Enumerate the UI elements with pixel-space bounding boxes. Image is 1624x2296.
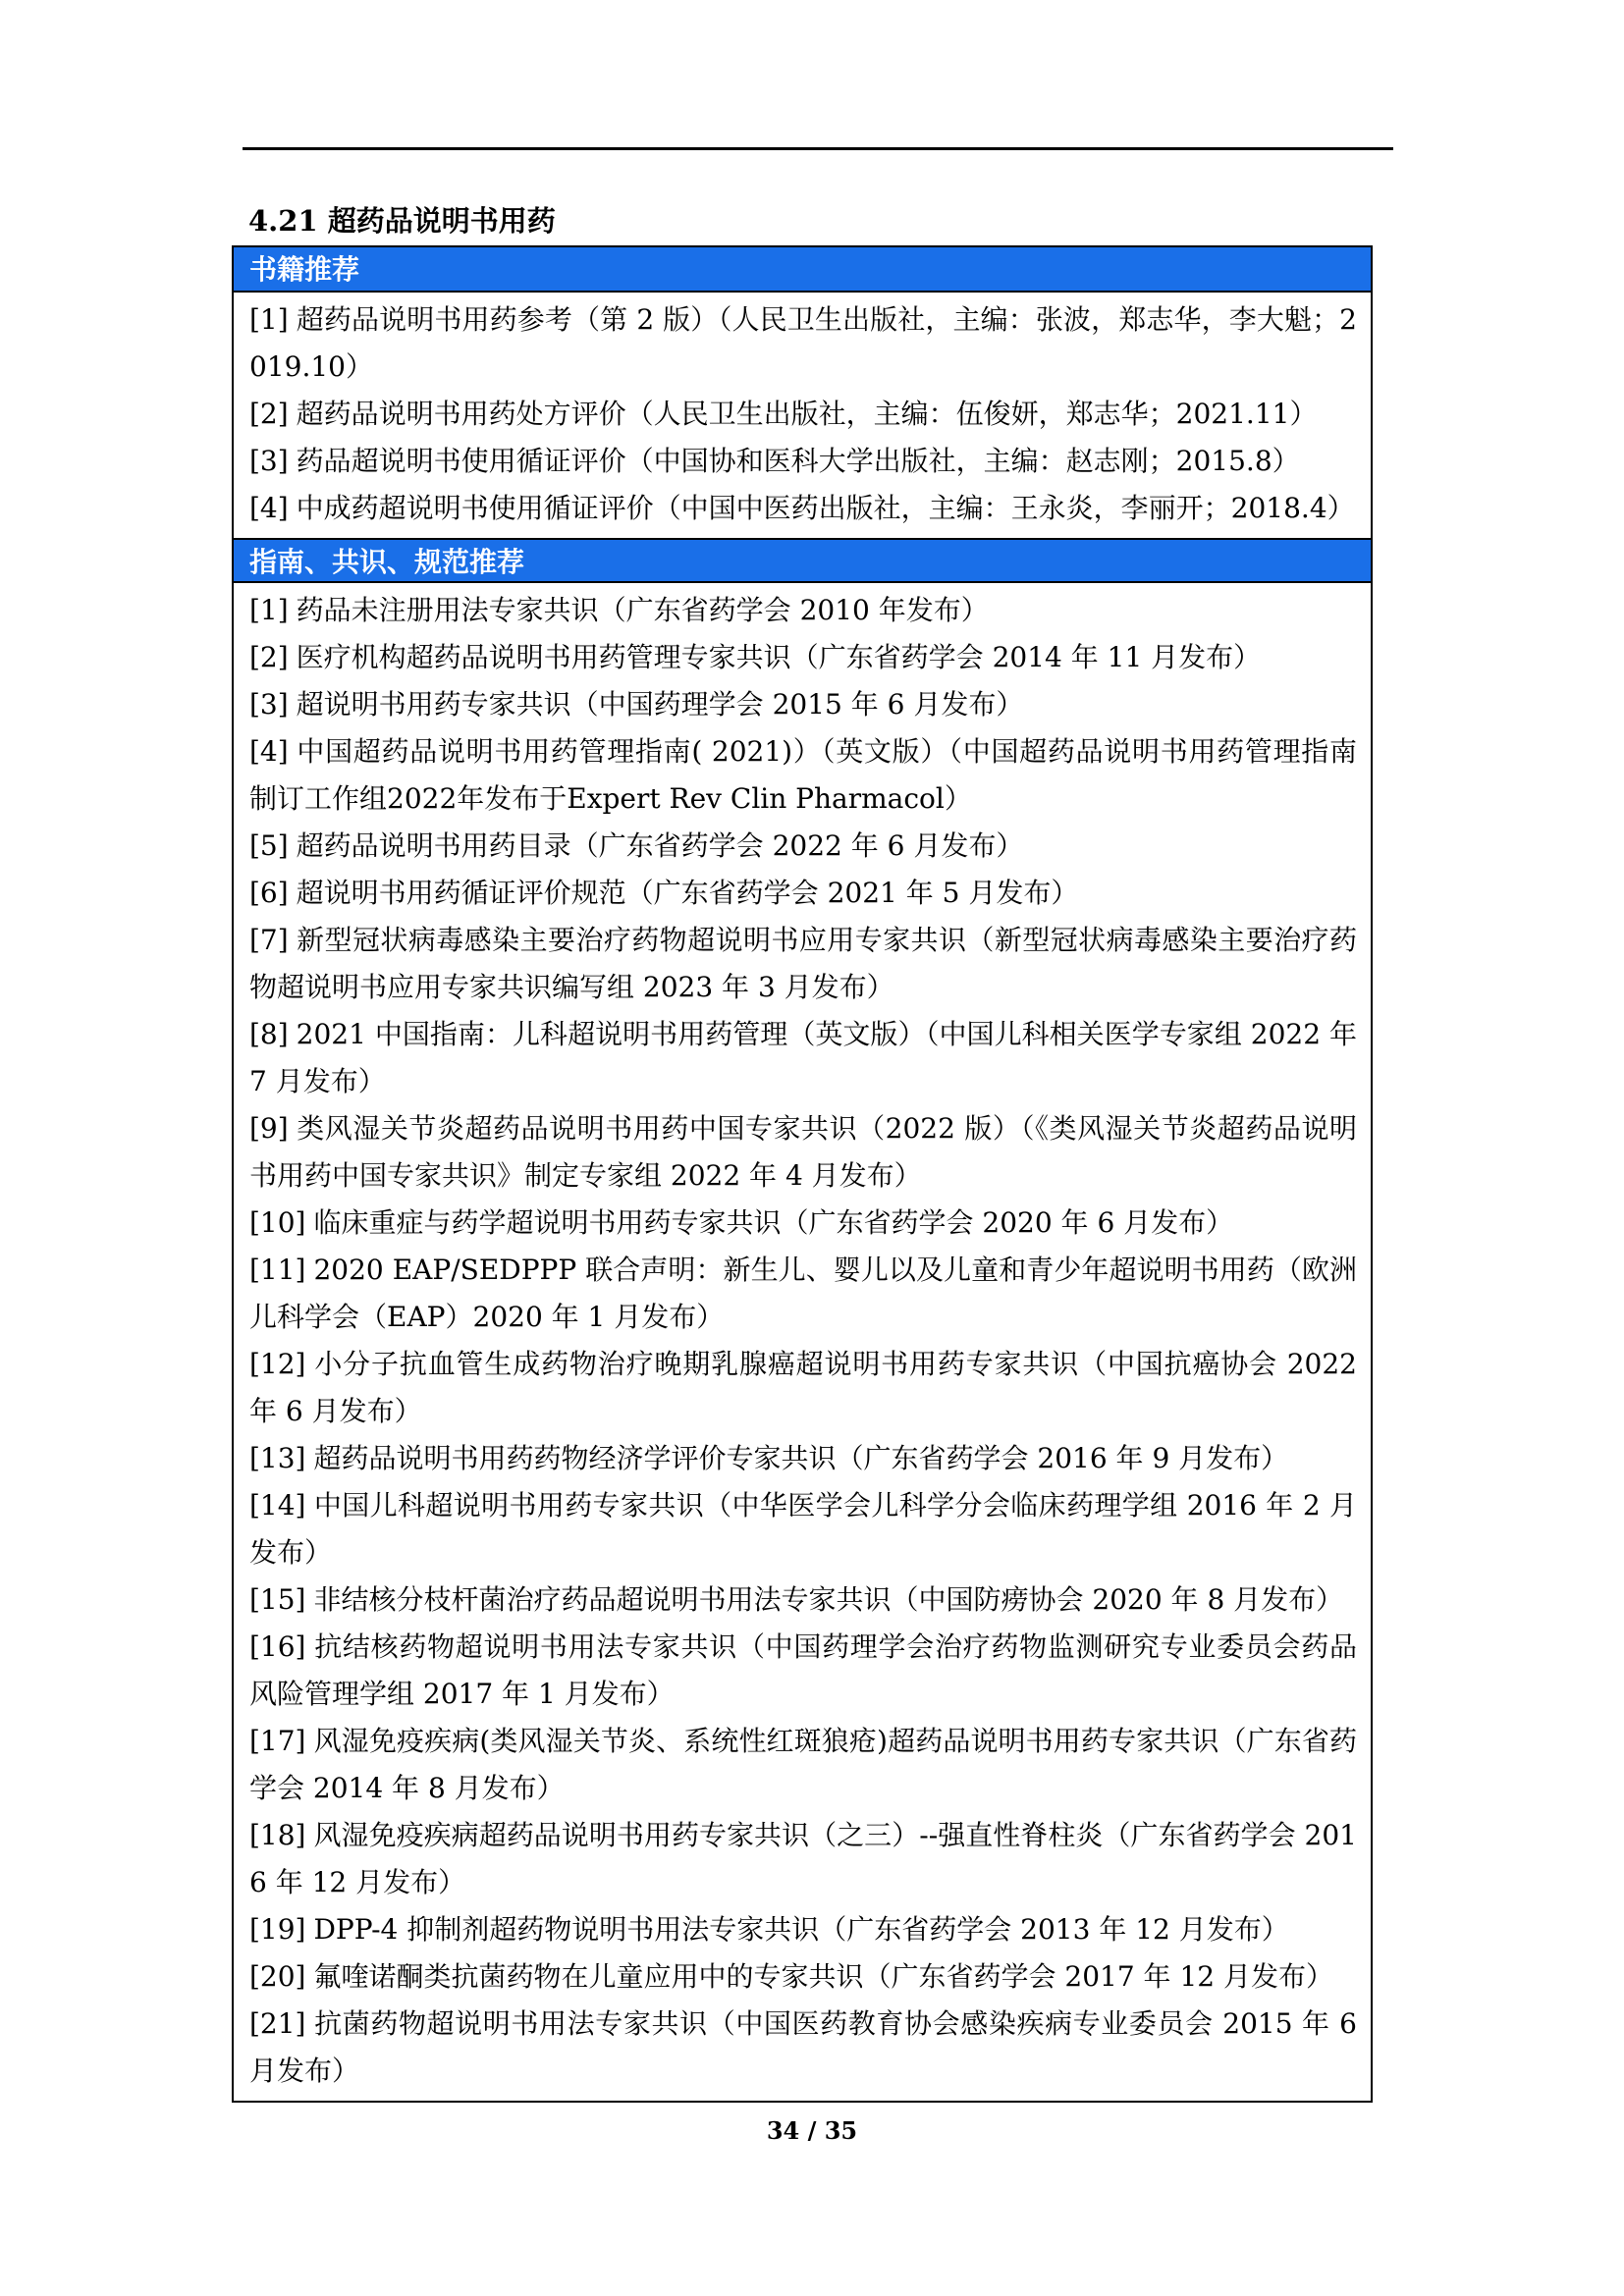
- books-header: 书籍推荐: [234, 247, 1371, 293]
- guidelines-header: 指南、共识、规范推荐: [234, 538, 1371, 583]
- guideline-num: [11]: [249, 1254, 306, 1286]
- guideline-num: [20]: [249, 1960, 306, 1993]
- book-num: [1]: [249, 303, 289, 336]
- guideline-num: [12]: [249, 1348, 306, 1380]
- guideline-num: [10]: [249, 1206, 306, 1239]
- guideline-text: 超说明书用药循证评价规范（广东省药学会 2021 年 5 月发布）: [296, 877, 1079, 909]
- guideline-item-20: [249, 1953, 1357, 2001]
- guideline-text: 超药品说明书用药目录（广东省药学会 2022 年 6 月发布）: [296, 829, 1024, 862]
- guideline-item-11: [249, 1247, 1357, 1341]
- guideline-num: [6]: [249, 877, 289, 909]
- header-rule: [243, 147, 1393, 150]
- guideline-item-12: [249, 1341, 1357, 1435]
- guideline-text: 抗结核药物超说明书用法专家共识（中国药理学会治疗药物监测研究专业委员会药品风险管理学组 2017 年 1 月发布）: [249, 1630, 1357, 1710]
- guideline-num: [7]: [249, 924, 289, 956]
- book-text: 超药品说明书用药参考（第 2 版）（人民卫生出版社，主编：张波，郑志华，李大魁；2019.10）: [249, 303, 1357, 383]
- guideline-item-16: [249, 1624, 1357, 1718]
- book-item-4: [249, 485, 1357, 532]
- guideline-item-3: [249, 681, 1357, 728]
- guideline-text: 风湿免疫疾病(类风湿关节炎、系统性红斑狼疮)超药品说明书用药专家共识（广东省药学会 2014 年 8 月发布）: [249, 1725, 1357, 1804]
- guideline-item-19: [249, 1906, 1357, 1953]
- guideline-text: DPP-4 抑制剂超药物说明书用法专家共识（广东省药学会 2013 年 12 月发布）: [313, 1913, 1289, 1946]
- guideline-num: [1]: [249, 594, 289, 626]
- guideline-text: 中国超药品说明书用药管理指南( 2021)）（英文版）（中国超药品说明书用药管理指南制订工作组2022年发布于Expert Rev Clin Pharmacol）: [249, 735, 1357, 815]
- guideline-item-6: [249, 870, 1357, 917]
- book-text: 药品超说明书使用循证评价（中国协和医科大学出版社，主编：赵志刚；2015.8）: [296, 445, 1300, 477]
- guideline-text: 中国儿科超说明书用药专家共识（中华医学会儿科学分会临床药理学组 2016 年 2 月发布）: [249, 1489, 1357, 1569]
- books-list: [234, 293, 1371, 538]
- guidelines-list: [234, 583, 1371, 2101]
- book-item-3: [249, 438, 1357, 485]
- guideline-num: [8]: [249, 1018, 289, 1050]
- guideline-num: [13]: [249, 1442, 306, 1474]
- guideline-num: [2]: [249, 641, 289, 673]
- guideline-num: [9]: [249, 1112, 289, 1145]
- guideline-num: [16]: [249, 1630, 306, 1663]
- book-num: [2]: [249, 398, 289, 430]
- guideline-num: [3]: [249, 688, 289, 721]
- book-text: 超药品说明书用药处方评价（人民卫生出版社，主编：伍俊妍，郑志华；2021.11）: [296, 398, 1318, 430]
- guideline-item-18: [249, 1812, 1357, 1906]
- guideline-text: 非结核分枝杆菌治疗药品超说明书用法专家共识（中国防痨协会 2020 年 8 月发布）: [313, 1583, 1344, 1616]
- guideline-text: 医疗机构超药品说明书用药管理专家共识（广东省药学会 2014 年 11 月发布）: [296, 641, 1262, 673]
- book-num: [3]: [249, 445, 289, 477]
- guideline-text: 2021 中国指南：儿科超说明书用药管理（英文版）（中国儿科相关医学专家组 2022 年 7 月发布）: [249, 1018, 1357, 1097]
- book-item-2: [249, 391, 1357, 438]
- guideline-num: [5]: [249, 829, 289, 862]
- guideline-item-1: [249, 587, 1357, 634]
- guideline-text: 2020 EAP/SEDPPP 联合声明：新生儿、婴儿以及儿童和青少年超说明书用药（欧洲儿科学会（EAP）2020 年 1 月发布）: [249, 1254, 1357, 1333]
- guideline-text: 小分子抗血管生成药物治疗晚期乳腺癌超说明书用药专家共识（中国抗癌协会 2022 年 6 月发布）: [249, 1348, 1357, 1427]
- guideline-num: [18]: [249, 1819, 306, 1851]
- guideline-item-14: [249, 1482, 1357, 1576]
- guideline-text: 超说明书用药专家共识（中国药理学会 2015 年 6 月发布）: [296, 688, 1024, 721]
- guideline-item-9: [249, 1105, 1357, 1200]
- guideline-text: 临床重症与药学超说明书用药专家共识（广东省药学会 2020 年 6 月发布）: [313, 1206, 1234, 1239]
- guideline-num: [21]: [249, 2007, 306, 2040]
- guideline-text: 药品未注册用法专家共识（广东省药学会 2010 年发布）: [296, 594, 989, 626]
- guideline-text: 新型冠状病毒感染主要治疗药物超说明书应用专家共识（新型冠状病毒感染主要治疗药物超说明书应用专家共识编写组 2023 年 3 月发布）: [249, 924, 1357, 1003]
- guideline-item-7: [249, 917, 1357, 1011]
- guideline-num: [19]: [249, 1913, 306, 1946]
- guideline-text: 抗菌药物超说明书用法专家共识（中国医药教育协会感染疾病专业委员会 2015 年 6 月发布）: [249, 2007, 1357, 2087]
- guideline-text: 超药品说明书用药药物经济学评价专家共识（广东省药学会 2016 年 9 月发布）: [313, 1442, 1289, 1474]
- guideline-item-13: [249, 1435, 1357, 1482]
- guideline-item-4: [249, 728, 1357, 823]
- book-item-1: [249, 296, 1357, 391]
- guideline-num: [14]: [249, 1489, 306, 1522]
- guideline-item-2: [249, 634, 1357, 681]
- page-number: 34 / 35: [766, 2116, 858, 2145]
- guideline-num: [4]: [249, 735, 289, 768]
- guideline-num: [17]: [249, 1725, 306, 1757]
- book-text: 中成药超说明书使用循证评价（中国中医药出版社，主编：王永炎，李丽开；2018.4）: [296, 492, 1355, 524]
- guideline-text: 类风湿关节炎超药品说明书用药中国专家共识（2022 版）（《类风湿关节炎超药品说明书用药中国专家共识》制定专家组 2022 年 4 月发布）: [249, 1112, 1357, 1192]
- guideline-num: [15]: [249, 1583, 306, 1616]
- guideline-text: 风湿免疫疾病超药品说明书用药专家共识（之三）--强直性脊柱炎（广东省药学会 2016 年 12 月发布）: [249, 1819, 1357, 1898]
- guideline-item-15: [249, 1576, 1357, 1624]
- section-title: 4.21 超药品说明书用药: [248, 204, 556, 238]
- book-num: [4]: [249, 492, 289, 524]
- guideline-item-10: [249, 1200, 1357, 1247]
- guideline-item-17: [249, 1718, 1357, 1812]
- reference-table: [232, 245, 1373, 2103]
- guideline-text: 氟喹诺酮类抗菌药物在儿童应用中的专家共识（广东省药学会 2017 年 12 月发布）: [313, 1960, 1333, 1993]
- guideline-item-5: [249, 823, 1357, 870]
- guideline-item-8: [249, 1011, 1357, 1105]
- guideline-item-21: [249, 2001, 1357, 2095]
